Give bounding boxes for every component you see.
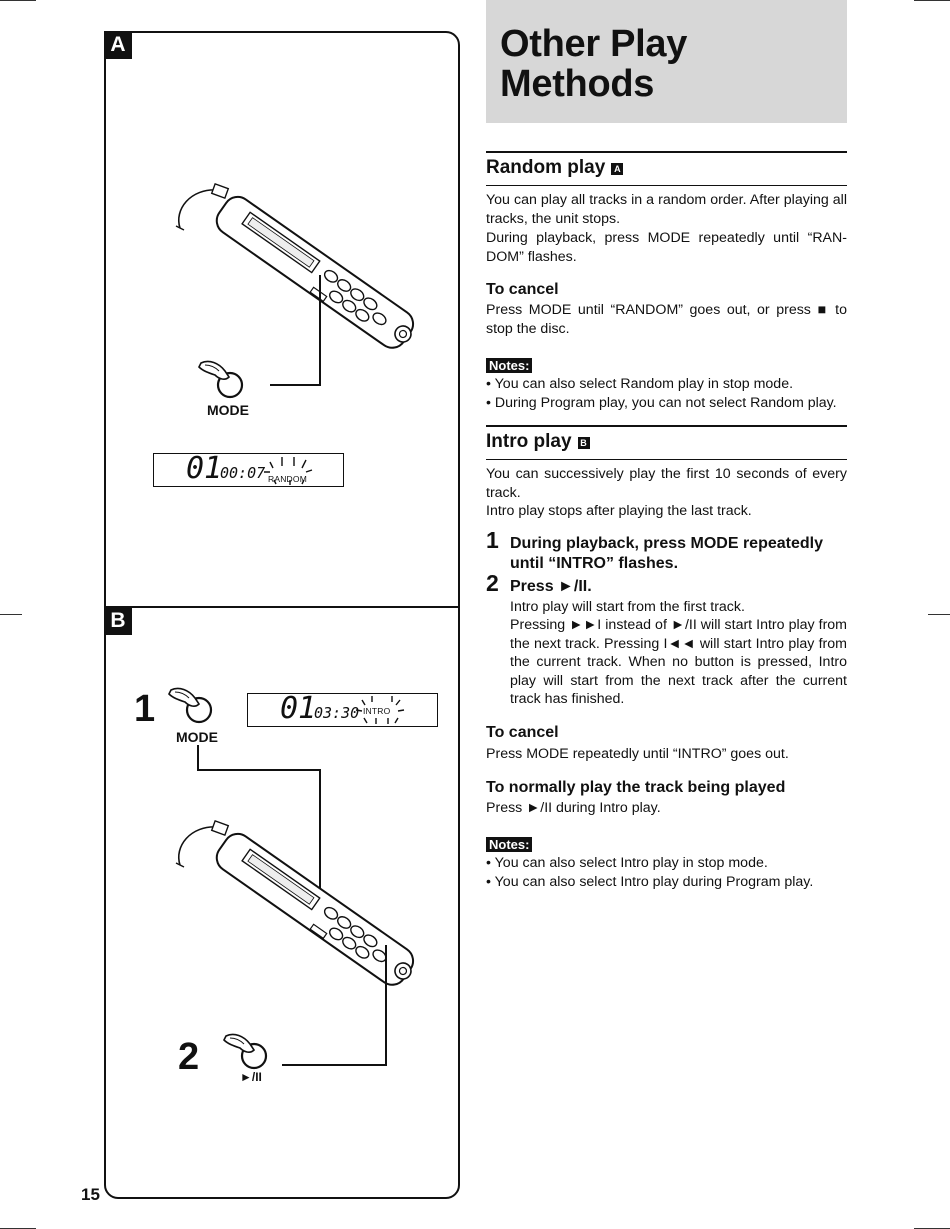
lcd-display-random — [153, 453, 344, 487]
random-note-item: • During Program play, you can not select Random play. — [486, 395, 837, 411]
mode-button-label: MODE — [176, 729, 218, 745]
hand-press-icon — [165, 684, 225, 734]
intro-step-2-detail: Pressing ►►I instead of ►/II will start Intro play from the next track. Pressing I◄◄ will start Intro play from the current track. When no button is pressed, Intro play will start from the next track after the current track has finished. — [510, 617, 847, 707]
crop-mark — [928, 614, 950, 615]
step-1-number: 1 — [134, 688, 156, 730]
lcd-mode-indicator: RANDOM — [268, 474, 307, 484]
flash-icon — [352, 694, 412, 726]
lcd-display-intro — [247, 693, 438, 727]
random-cancel-text: Press MODE until “RANDOM” goes out, or press ■ to stop the disc. — [486, 302, 847, 337]
random-play-heading: Random play — [486, 157, 606, 178]
crop-mark — [0, 614, 22, 615]
page-title — [500, 24, 840, 104]
cd-player-illustration-b — [170, 745, 420, 1075]
lcd-mode-indicator: INTRO — [363, 706, 391, 716]
random-play-section-heading — [486, 151, 847, 186]
normal-play-heading: To normally play the track being played — [486, 779, 786, 796]
random-play-description: You can play all tracks in a random order. After playing all tracks, the unit stops. — [486, 192, 847, 227]
panel-b-label: B — [104, 607, 132, 635]
panel-ref-tag: A — [611, 163, 623, 175]
play-pause-button-label: ►/II — [240, 1070, 262, 1084]
flash-icon — [260, 454, 320, 486]
intro-play-description: You can successively play the first 10 seconds of every track. — [486, 466, 847, 501]
page-number: 15 — [81, 1185, 100, 1204]
intro-step-2-number: 2 — [486, 570, 499, 596]
random-play-instruction: During playback, press MODE repeatedly until “RAN-DOM” flashes. — [486, 230, 847, 265]
intro-play-section-heading — [486, 425, 847, 460]
intro-step-2-body: Intro play will start from the first track. — [510, 599, 745, 615]
panel-ref-tag: B — [578, 437, 590, 449]
page-title-line-1: Other Play — [500, 23, 688, 65]
crop-mark — [914, 0, 950, 1]
lcd-elapsed-time: 03:30 — [314, 704, 360, 722]
intro-note-item: • You can also select Intro play during Program play. — [486, 874, 814, 890]
random-cancel-heading: To cancel — [486, 281, 559, 298]
random-note-item: • You can also select Random play in stop mode. — [486, 376, 794, 392]
page-title-line-2: Methods — [500, 63, 655, 105]
intro-step-1-title: During playback, press MODE repeatedly until “INTRO” flashes. — [510, 535, 823, 572]
intro-play-stop-info: Intro play stops after playing the last track. — [486, 503, 752, 519]
intro-note-item: • You can also select Intro play in stop mode. — [486, 855, 768, 871]
lcd-track-number: 01 — [186, 451, 223, 486]
hand-press-icon — [195, 357, 255, 407]
step-2-number: 2 — [178, 1036, 200, 1078]
lcd-track-number: 01 — [280, 691, 317, 726]
title-box — [486, 0, 847, 123]
intro-step-2-title: Press ►/II. — [510, 578, 592, 595]
panel-divider — [104, 606, 460, 608]
intro-cancel-heading: To cancel — [486, 724, 559, 741]
random-notes-label: Notes: — [486, 358, 532, 373]
intro-play-heading: Intro play — [486, 431, 572, 452]
intro-notes-label: Notes: — [486, 837, 532, 852]
lcd-elapsed-time: 00:07 — [220, 464, 266, 482]
normal-play-text: Press ►/II during Intro play. — [486, 800, 661, 816]
crop-mark — [0, 0, 36, 1]
mode-button-label: MODE — [207, 402, 249, 418]
intro-cancel-text: Press MODE repeatedly until “INTRO” goes out. — [486, 746, 789, 762]
panel-a-label: A — [104, 31, 132, 59]
intro-step-1-number: 1 — [486, 527, 499, 553]
